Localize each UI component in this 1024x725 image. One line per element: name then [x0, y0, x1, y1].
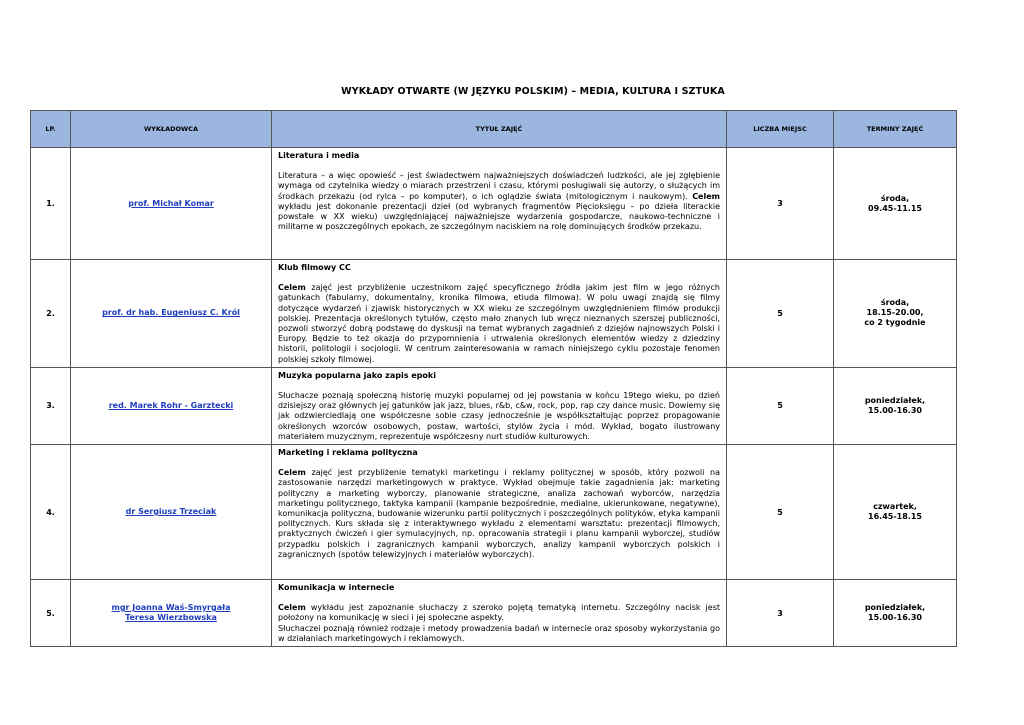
- lecturer-name: prof. Michał Komar: [128, 198, 214, 208]
- schedule-time: 16.45-18.15: [868, 512, 922, 522]
- description-emphasis: Celem: [278, 283, 306, 293]
- row-number: 2.: [31, 260, 71, 368]
- schedule-time: 18.15-20.00,: [866, 308, 924, 318]
- schedule-day: środa,: [880, 298, 910, 308]
- lecturer-name: Teresa Wierzbowska: [125, 613, 217, 623]
- schedule: [834, 580, 957, 647]
- lecturer-link[interactable]: [71, 148, 272, 260]
- table-header-row: [31, 111, 957, 148]
- topic-cell: [272, 260, 727, 368]
- schedule-frequency: co 2 tygodnie: [864, 318, 926, 328]
- lecturer-link[interactable]: [71, 445, 272, 580]
- header-dates: TERMINY ZAJĘĆ: [834, 111, 957, 148]
- places-count: 5: [727, 260, 834, 368]
- topic-description: Słuchacze poznają społeczną historię muzyki popularnej od jej powstania w końcu 19tego wieku, po dzień dzisiejszy oraz głównych jej gatunków jak jazz, blues, r&b, c&w, rock, pop, rap czy dance music. Dowiemy się jak odzwierciedlają one współczesne sobie czasy jednocześnie je współkształtując poprzez propagowanie określonych wzorców osobowych, postaw, wartości, stylów życia i mód. Wykład, bogato ilustrowany materiałem muzycznym, reprezentuje współczesny nurt studiów kulturowych.: [278, 391, 720, 441]
- topic-description: [278, 603, 720, 623]
- topic-cell: [272, 367, 727, 444]
- topic-cell: [272, 445, 727, 580]
- topic-title: Literatura i media: [278, 151, 360, 160]
- table-row: [31, 148, 957, 260]
- places-count: 3: [727, 580, 834, 647]
- table-row: [31, 580, 957, 647]
- topic-description: [278, 171, 720, 232]
- description-text: Literatura – a więc opowieść – jest świadectwem najważniejszych doświadczeń ludzkości, ale jej zgłębienie wymaga od czytelnika wiedzy o miarach przestrzeni i czasu, którymi posługiwali się autorzy, o służących im środkach przekazu (od rylca – po komputer), o ich oglądzie świata (mitologicznym i naukowym).: [278, 171, 720, 201]
- header-lecturer: WYKŁADOWCA: [71, 111, 272, 148]
- topic-cell: [272, 148, 727, 260]
- schedule: [834, 445, 957, 580]
- lecturer-name: red. Marek Rohr - Garztecki: [108, 400, 234, 410]
- lecturer-name: dr Sergiusz Trzeciak: [125, 507, 217, 517]
- document-title: WYKŁADY OTWARTE (W JĘZYKU POLSKIM) – MEDIA, KULTURA I SZTUKA: [341, 86, 725, 97]
- table-row: [31, 260, 957, 368]
- description-text: zajęć jest przybliżenie uczestnikom zajęć specyficznego źródła jakim jest film w jego różnych gatunkach (fabularny, dokumentalny, kronika filmowa, etiuda filmowa). W polu uwagi znajdą się filmy dotyczące wydarzeń i zjawisk historycznych w XX wieku ze szczególnym uwzględnieniem filmów produkcji polskiej. Prezentacja określonych tytułów, często mało znanych lub wręcz nieznanych szerszej publiczności, pozwoli stworzyć dobrą podstawę do dyskusji na temat wybranych zagadnień z dziejów najnowszych Polski i Europy. Będzie to też okazja do przypomnienia i utrwalenia określonych elementów wiedzy z dziedziny historii, politologii i socjologii. W centrum zainteresowania w ramach niniejszego cyklu pozostaje fenomen polskiej szkoły filmowej.: [278, 283, 720, 364]
- lecturer-link[interactable]: [71, 367, 272, 444]
- schedule-day: środa,: [880, 193, 910, 203]
- topic-title: Klub filmowy CC: [278, 263, 351, 272]
- topic-cell: [272, 580, 727, 647]
- row-number: 1.: [31, 148, 71, 260]
- places-count: 3: [727, 148, 834, 260]
- schedule: [834, 148, 957, 260]
- topic-description-extra: Słuchaczei poznają również rodzaje i metody prowadzenia badań w internecie oraz sposoby wykorzystania go w działaniach marketingowych i reklamowych.: [278, 623, 720, 643]
- lecturer-link[interactable]: [71, 580, 272, 647]
- header-places: LICZBA MIEJSC: [727, 111, 834, 148]
- description-text: wykładu jest zapoznanie słuchaczy z szeroko pojętą tematyką internetu. Szczególny nacisk jest położony na komunikację w sieci i jej społeczne aspekty.: [278, 603, 720, 623]
- schedule-day: poniedziałek,: [864, 603, 926, 613]
- schedule-day: czwartek,: [873, 502, 917, 512]
- description-text: wykładu jest dokonanie prezentacji dzieł (od wybranych fragmentów Pięcioksięgu – po dzieła literackie powstałe w XX wieku) uwzględniającej najważniejsze wydarzenia gospodarcze, naukowo-techniczne i militarne w poszczególnych epokach, ze szczególnym naciskiem na rolę dominujących środków przekazu.: [278, 201, 720, 232]
- places-count: 5: [727, 367, 834, 444]
- topic-title: Muzyka popularna jako zapis epoki: [278, 370, 436, 380]
- schedule: [834, 260, 957, 368]
- topic-title: Komunikacja w internecie: [278, 583, 395, 593]
- topic-title: Marketing i reklama polityczna: [278, 448, 418, 458]
- lectures-table: [30, 110, 957, 647]
- header-topic: TYTUŁ ZAJĘĆ: [272, 111, 727, 148]
- schedule-day: poniedziałek,: [864, 395, 926, 405]
- topic-description: [278, 283, 720, 365]
- lecturer-name: prof. dr hab. Eugeniusz C. Król: [102, 308, 240, 318]
- row-number: 5.: [31, 580, 71, 647]
- schedule-time: 09.45-11.15: [868, 203, 922, 213]
- schedule: [834, 367, 957, 444]
- lecturer-link[interactable]: [71, 260, 272, 368]
- places-count: 5: [727, 445, 834, 580]
- table-row: [31, 367, 957, 444]
- description-text: zajęć jest przybliżenie tematyki marketingu i reklamy politycznej w sposób, który pozwoli na zastosowanie narzędzi marketingowych w praktyce. Wykład obejmuje takie zagadnienia jak: marketing polityczny a marketing wyborczy, planowanie strategiczne, analiza zachowań wyborców, narzędzia marketingu politycznego, taktyka kampanii (kampanie bezpośrednie, medialne, ukierunkowane, negatywne), komunikacja polityczna, budowanie wizerunku partii politycznych i poszczególnych polityków, etyka kampanii politycznych. Kurs składa się z interaktywnego wykładu z elementami warsztatu: prezentacji filmowych, praktycznych ćwiczeń i gier symulacyjnych, np. opracowania strategii i planu kampanii wyborczej, studiów przypadku polskich i zagranicznych kampanii wyborczych, analizy kampanii wyborczych polskich i zagranicznych (spotów telewizyjnych i materiałów wyborczych).: [278, 468, 720, 559]
- description-emphasis: Celem: [278, 468, 306, 478]
- lecturer-name: mgr Joanna Waś-Smyrgała: [111, 603, 231, 613]
- schedule-time: 15.00-16.30: [868, 613, 922, 623]
- header-lp: LP.: [31, 111, 71, 148]
- row-number: 4.: [31, 445, 71, 580]
- schedule-time: 15.00-16.30: [868, 405, 922, 415]
- row-number: 3.: [31, 367, 71, 444]
- table-row: [31, 445, 957, 580]
- description-emphasis: Celem: [692, 191, 720, 201]
- topic-description: [278, 468, 720, 560]
- description-emphasis: Celem: [278, 603, 306, 613]
